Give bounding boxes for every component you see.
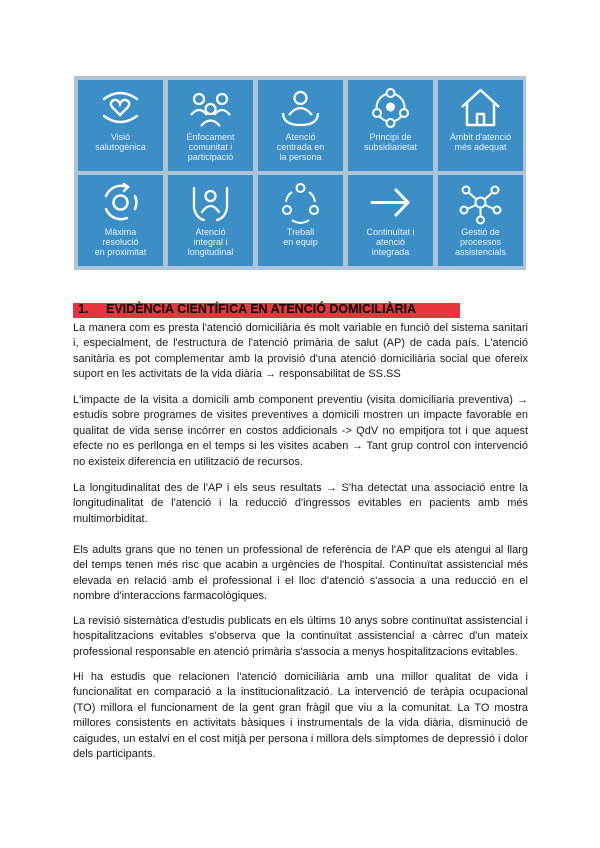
tile-label: Enfocament comunitat i participació <box>186 132 235 162</box>
tile-continuity <box>348 175 433 266</box>
tile-label: Principi de subsidiarietat <box>363 132 418 152</box>
section-number: 1. <box>78 302 89 316</box>
tile-label: Visió salutogènica <box>95 132 146 152</box>
tile-salutogenic <box>78 80 163 171</box>
hands-heart-icon <box>98 85 143 130</box>
community-group-icon <box>188 85 233 130</box>
paragraph: La manera com es presta l'atenció domiciliària és molt variable en funció del sistema sanitari i, especialment, de l'estructura de l'atenció primària de salut (AP) de cada país. L'atenció sanitària es pot complementar amb la provisió d'una atenció domiciliària social que ofereix suport en les activitats de la vida diària → responsabilitat de SS.SS <box>73 322 528 381</box>
nodes-network-icon <box>458 180 503 225</box>
tile-label: Gestió de processos assistencials <box>454 227 507 257</box>
gear-arrows-icon <box>98 180 143 225</box>
arrow-right-icon <box>368 180 413 225</box>
paragraph: Hi ha estudis que relacionen l'atenció domiciliària amb una millor qualitat de vida i funcionalitat en comparació a la institucionalització. La intervenció de teràpia ocupacional (TO) millora el funcionament de la gent gran fràgil que viu a la comunitat. La TO mostra millores consistents en activitats bàsiques i instrumentals de la vida diària, disminució de caigudes, un estalvi en el cost mitjà per persona i millora dels símptomes de depressió i dolor dels participants. <box>73 671 528 761</box>
teamwork-cycle-icon <box>278 180 323 225</box>
tile-setting <box>438 80 523 171</box>
tile-label: Continuïtat i atenció integrada <box>366 227 415 257</box>
tile-label: Atenció centrada en la persona <box>276 132 325 162</box>
paragraph: La revisió sistemàtica d'estudis publicats en els últims 10 anys sobre continuïtat assistencial i hospitalitzacions evitables s'observa que la continuïtat assistencial a càrrec d'un mateix professional responsable en atenció primària s'associa a menys hospitalitzacions evitables. <box>73 615 528 658</box>
section-title: EVIDÈNCIA CIENTÍFICA EN ATENCIÓ DOMICILIÀRIA <box>106 302 417 316</box>
tile-label: Treball en equip <box>283 227 318 247</box>
paragraph: La longitudinalitat des de l'AP i els seus resultats → S'ha detectat una associació entre la longitudinalitat de l'atenció i la reducció d'ingressos evitables en pacients amb més multimorbiditat. <box>73 482 528 525</box>
tile-teamwork <box>258 175 343 266</box>
person-centered-icon <box>278 85 323 130</box>
paragraph: L'impacte de la visita a domicili amb component preventiu (visita domiciliaria preventiva) → estudis sobre programes de visites preventives a domicili mostren un impacte favorable en qualitat de vida sense incórrer en costos addicionals -> QdV no empitjora tot i que aquest efecte no es perllonga en el temps si les visites acaben → Tant grup control con intervenció no existeix diferencia en utilització de recursos. <box>73 394 528 468</box>
tile-label: Atenció integral i longitudinal <box>187 227 234 257</box>
tile-community <box>168 80 253 171</box>
network-people-icon <box>368 85 413 130</box>
house-icon <box>458 85 503 130</box>
tile-integral <box>168 175 253 266</box>
paragraph: Els adults grans que no tenen un professional de referència de l'AP que els atengui al llarg del temps tenen més risc que acabin a urgències de l'hospital. Continuïtat assistencial més elevada en relació amb el professional i el lloc d'atenció s'associa a una reducció en el nombre d'interaccions farmacològiques. <box>73 544 528 603</box>
hands-person-icon <box>188 180 233 225</box>
tile-processes <box>438 175 523 266</box>
tile-label: Màxima resolució en proximitat <box>94 227 147 257</box>
tile-resolution <box>78 175 163 266</box>
tile-label: Àmbit d'atenció més adequat <box>449 132 512 152</box>
tile-subsidiarity <box>348 80 433 171</box>
infographic-panel <box>74 76 526 270</box>
section-heading <box>73 302 416 318</box>
tile-person-centered <box>258 80 343 171</box>
